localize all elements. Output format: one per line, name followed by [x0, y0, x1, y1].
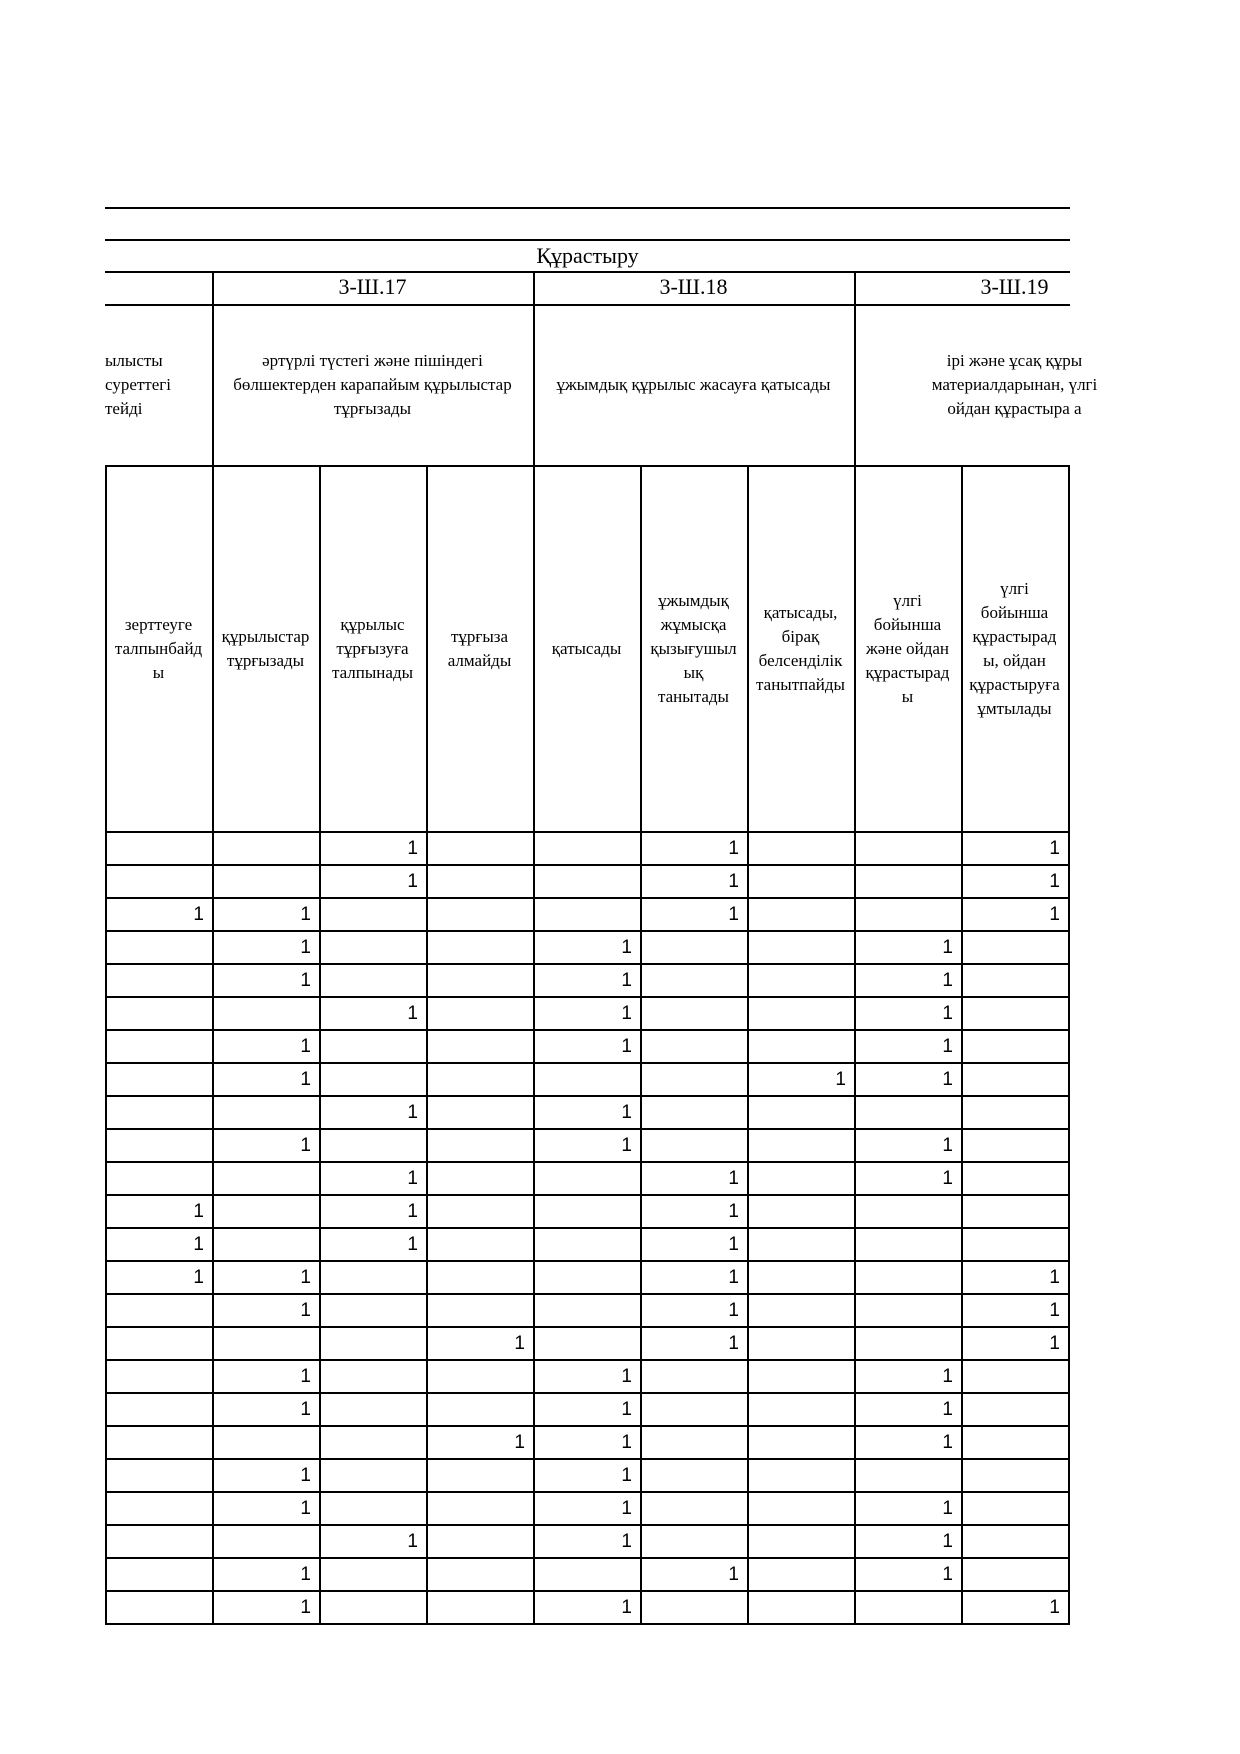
table-cell — [105, 1030, 204, 1063]
table-cell: 1 — [621, 1531, 632, 1552]
table-cell: 1 — [300, 1564, 311, 1585]
table-cell — [961, 1162, 1060, 1195]
table-cell — [319, 964, 418, 997]
rule-row — [105, 1425, 1070, 1427]
table-cell — [105, 865, 204, 898]
table-cell — [640, 1393, 739, 1426]
table-cell — [961, 1393, 1060, 1426]
table-cell — [747, 865, 846, 898]
table-cell — [426, 1096, 525, 1129]
table-cell — [319, 1030, 418, 1063]
table-cell — [640, 1063, 739, 1096]
table-cell — [105, 1096, 204, 1129]
table-cell — [319, 1294, 418, 1327]
column-separator — [854, 465, 856, 1624]
group-separator — [854, 271, 856, 466]
table-cell — [105, 1294, 204, 1327]
table-cell: 1 — [407, 838, 418, 859]
table-cell — [319, 1261, 418, 1294]
table-cell: 1 — [300, 904, 311, 925]
table-cell — [747, 1558, 846, 1591]
table-cell — [961, 1360, 1060, 1393]
table-cell — [426, 1030, 525, 1063]
column-header: құрылыстар тұрғызады — [221, 627, 310, 670]
column-separator — [961, 465, 963, 1624]
rule-row — [105, 1491, 1070, 1493]
table-cell: 1 — [300, 1300, 311, 1321]
table-cell — [640, 1492, 739, 1525]
table-cell — [640, 1030, 739, 1063]
column-header: ұжымдық жұмысқа қызығушыл ық танытады — [650, 591, 737, 706]
table-cell: 1 — [1049, 1300, 1060, 1321]
table-cell: 1 — [621, 1135, 632, 1156]
table-cell: 1 — [300, 937, 311, 958]
code-3-sh-18: 3-Ш.18 — [659, 274, 728, 299]
table-cell: 1 — [621, 1003, 632, 1024]
table-cell: 1 — [1049, 1267, 1060, 1288]
table-cell: 1 — [835, 1069, 846, 1090]
table-cell — [961, 1558, 1060, 1591]
table-cell: 1 — [300, 970, 311, 991]
table-cell — [854, 1294, 953, 1327]
description-3-sh-18: ұжымдық құрылыс жасауға қатысады — [556, 375, 831, 394]
table-cell — [747, 1195, 846, 1228]
table-cell — [426, 865, 525, 898]
table-cell — [319, 1558, 418, 1591]
table-cell — [319, 931, 418, 964]
description-left-truncated: ылысты суреттегі тейді — [105, 351, 171, 418]
table-cell — [854, 865, 953, 898]
table-cell — [747, 898, 846, 931]
table-cell — [105, 931, 204, 964]
table-cell: 1 — [514, 1432, 525, 1453]
table-cell: 1 — [942, 1564, 953, 1585]
table-cell — [426, 1525, 525, 1558]
table-cell — [212, 1162, 311, 1195]
column-separator — [319, 465, 321, 1624]
table-cell: 1 — [728, 1333, 739, 1354]
rule-codes-bottom — [105, 304, 1070, 306]
table-cell — [854, 1591, 953, 1624]
table-cell: 1 — [300, 1366, 311, 1387]
table-cell: 1 — [300, 1267, 311, 1288]
table-cell: 1 — [942, 1366, 953, 1387]
table-cell — [426, 1360, 525, 1393]
table-cell — [319, 1492, 418, 1525]
table-cell: 1 — [407, 1201, 418, 1222]
rule-row — [105, 963, 1070, 965]
table-cell — [854, 1261, 953, 1294]
table-cell — [747, 964, 846, 997]
rule-row — [105, 1260, 1070, 1262]
table-cell — [319, 1591, 418, 1624]
table-cell — [854, 832, 953, 865]
table-cell — [747, 832, 846, 865]
table-cell — [105, 832, 204, 865]
description-3-sh-19: ірі және ұсақ құры материалдарынан, үлгі ойдан құрастыра а — [931, 351, 1098, 418]
table-cell — [426, 1162, 525, 1195]
table-cell — [426, 1591, 525, 1624]
rule-row — [105, 864, 1070, 866]
table-cell: 1 — [300, 1399, 311, 1420]
table-cell: 1 — [728, 1201, 739, 1222]
table-cell — [319, 1327, 418, 1360]
table-cell — [640, 1129, 739, 1162]
table-cell: 1 — [621, 1036, 632, 1057]
table-cell — [212, 1228, 311, 1261]
table-cell — [105, 1063, 204, 1096]
table-cell: 1 — [621, 1465, 632, 1486]
table-cell — [961, 1492, 1060, 1525]
table-cell: 1 — [728, 871, 739, 892]
group-separator — [212, 271, 214, 466]
table-cell — [426, 1294, 525, 1327]
table-cell — [533, 1162, 632, 1195]
table-cell — [533, 1294, 632, 1327]
table-cell — [747, 1162, 846, 1195]
table-cell — [212, 1327, 311, 1360]
column-header: үлгі бойынша және ойдан құрастырад ы — [865, 591, 950, 706]
column-header: қатысады, бірақ белсенділік танытпайды — [756, 603, 845, 694]
table-cell — [105, 1162, 204, 1195]
table-cell — [961, 1129, 1060, 1162]
rule-row — [105, 1095, 1070, 1097]
table-cell — [426, 1129, 525, 1162]
table-cell — [105, 1525, 204, 1558]
table-cell — [854, 1228, 953, 1261]
table-cell — [426, 964, 525, 997]
rule-row — [105, 1359, 1070, 1361]
table-cell — [747, 1459, 846, 1492]
table-cell: 1 — [728, 1234, 739, 1255]
rule-row — [105, 1128, 1070, 1130]
table-cell: 1 — [300, 1597, 311, 1618]
table-cell: 1 — [193, 1234, 204, 1255]
table-cell — [747, 1030, 846, 1063]
table-cell — [747, 1129, 846, 1162]
table-cell — [640, 1426, 739, 1459]
table-cell — [105, 1558, 204, 1591]
table-cell — [961, 1459, 1060, 1492]
rule-row — [105, 1029, 1070, 1031]
rule-row — [105, 1062, 1070, 1064]
table-cell — [533, 1195, 632, 1228]
rule-row — [105, 1590, 1070, 1592]
table-cell — [640, 997, 739, 1030]
table-cell: 1 — [942, 1399, 953, 1420]
column-separator — [747, 465, 749, 1624]
table-cell — [533, 865, 632, 898]
table-cell: 1 — [300, 1465, 311, 1486]
table-cell — [212, 1525, 311, 1558]
rule-row — [105, 1293, 1070, 1295]
table-cell: 1 — [621, 937, 632, 958]
table-cell: 1 — [193, 1201, 204, 1222]
table-cell — [640, 1459, 739, 1492]
table-cell — [426, 898, 525, 931]
rule-row — [105, 1557, 1070, 1559]
table-cell — [961, 1030, 1060, 1063]
table-cell — [105, 1327, 204, 1360]
table-cell — [212, 997, 311, 1030]
table-cell — [747, 1360, 846, 1393]
rule-row — [105, 1392, 1070, 1394]
table-cell — [426, 1063, 525, 1096]
table-cell — [747, 1327, 846, 1360]
table-cell — [854, 898, 953, 931]
table-cell — [747, 1393, 846, 1426]
table-cell: 1 — [942, 1135, 953, 1156]
rule-row — [105, 1623, 1070, 1625]
column-header: үлгі бойынша құрастырад ы, ойдан құрастыруға ұмтылады — [969, 579, 1060, 718]
table-cell — [105, 1360, 204, 1393]
table-cell — [854, 1096, 953, 1129]
table-cell: 1 — [942, 1531, 953, 1552]
rule-row — [105, 930, 1070, 932]
column-header: зерттеуге талпынбайд ы — [114, 615, 203, 682]
column-separator — [640, 465, 642, 1624]
column-header: тұрғыза алмайды — [447, 627, 512, 670]
table-cell: 1 — [407, 1531, 418, 1552]
table-cell — [747, 1261, 846, 1294]
table-cell — [961, 997, 1060, 1030]
table-cell — [961, 964, 1060, 997]
table-cell: 1 — [728, 1168, 739, 1189]
table-cell: 1 — [728, 1564, 739, 1585]
rule-row — [105, 996, 1070, 998]
table-cell — [319, 1063, 418, 1096]
column-separator — [1068, 465, 1070, 1624]
table-cell — [426, 832, 525, 865]
rule-row — [105, 1524, 1070, 1526]
table-cell — [426, 1228, 525, 1261]
table-cell: 1 — [514, 1333, 525, 1354]
table-cell: 1 — [300, 1135, 311, 1156]
table-cell — [747, 1426, 846, 1459]
table-cell — [747, 1591, 846, 1624]
rule-row — [105, 1458, 1070, 1460]
table-cell — [426, 931, 525, 964]
table-cell: 1 — [942, 937, 953, 958]
table-cell — [212, 1426, 311, 1459]
rule-row — [105, 1326, 1070, 1328]
table-cell: 1 — [942, 970, 953, 991]
table-cell — [961, 1063, 1060, 1096]
rule-row — [105, 897, 1070, 899]
table-cell — [533, 1261, 632, 1294]
table-cell: 1 — [942, 1498, 953, 1519]
rule-row — [105, 1194, 1070, 1196]
table-cell — [319, 1360, 418, 1393]
table-cell: 1 — [942, 1432, 953, 1453]
table-cell: 1 — [407, 1234, 418, 1255]
table-cell: 1 — [407, 1102, 418, 1123]
table-cell — [640, 1360, 739, 1393]
table-cell — [426, 997, 525, 1030]
table-cell — [747, 1294, 846, 1327]
table-viewport — [105, 0, 1098, 1754]
table-cell: 1 — [621, 1102, 632, 1123]
table-cell: 1 — [728, 838, 739, 859]
table-cell: 1 — [1049, 871, 1060, 892]
code-3-sh-19: 3-Ш.19 — [980, 274, 1049, 299]
table-cell — [533, 832, 632, 865]
table-cell — [961, 1195, 1060, 1228]
table-cell — [319, 1426, 418, 1459]
section-title: Құрастыру — [536, 243, 639, 268]
table-cell — [105, 964, 204, 997]
table-cell: 1 — [621, 1399, 632, 1420]
table-cell — [105, 1393, 204, 1426]
table-cell — [533, 1327, 632, 1360]
table-cell — [105, 1492, 204, 1525]
table-cell — [854, 1327, 953, 1360]
table-cell — [640, 931, 739, 964]
table-cell: 1 — [193, 1267, 204, 1288]
table-cell — [105, 1426, 204, 1459]
table-cell — [747, 1228, 846, 1261]
table-cell — [961, 1426, 1060, 1459]
table-cell — [640, 1096, 739, 1129]
table-cell: 1 — [407, 1003, 418, 1024]
rule-section-bottom — [105, 271, 1070, 273]
table-cell — [426, 1492, 525, 1525]
table-cell — [961, 1096, 1060, 1129]
table-cell: 1 — [1049, 1597, 1060, 1618]
rule-top — [105, 207, 1070, 209]
table-cell: 1 — [1049, 1333, 1060, 1354]
rule-row — [105, 1161, 1070, 1163]
table-cell: 1 — [621, 1597, 632, 1618]
table-cell: 1 — [1049, 838, 1060, 859]
rule-colheads-top — [105, 465, 1070, 467]
column-header: қатысады — [551, 639, 622, 658]
table-cell: 1 — [193, 904, 204, 925]
table-cell: 1 — [1049, 904, 1060, 925]
table-cell — [212, 865, 311, 898]
table-cell — [319, 1459, 418, 1492]
table-cell — [533, 1558, 632, 1591]
table-cell: 1 — [942, 1069, 953, 1090]
table-cell — [426, 1558, 525, 1591]
table-cell: 1 — [942, 1168, 953, 1189]
table-cell: 1 — [728, 1267, 739, 1288]
table-cell — [212, 1195, 311, 1228]
table-cell — [319, 1129, 418, 1162]
table-cell — [426, 1459, 525, 1492]
table-cell — [854, 1459, 953, 1492]
table-cell — [961, 931, 1060, 964]
table-cell — [640, 1591, 739, 1624]
table-cell: 1 — [728, 904, 739, 925]
table-cell — [533, 1228, 632, 1261]
table-cell: 1 — [621, 1432, 632, 1453]
table-cell — [105, 1459, 204, 1492]
code-3-sh-17: 3-Ш.17 — [338, 274, 407, 299]
table-cell: 1 — [300, 1036, 311, 1057]
table-left-edge — [105, 465, 107, 1624]
table-cell — [533, 898, 632, 931]
table-cell: 1 — [942, 1036, 953, 1057]
column-separator — [212, 465, 214, 1624]
table-cell — [640, 1525, 739, 1558]
group-separator — [533, 271, 535, 466]
table-cell — [105, 997, 204, 1030]
column-separator — [426, 465, 428, 1624]
table-cell: 1 — [621, 1498, 632, 1519]
table-cell — [319, 1393, 418, 1426]
description-3-sh-17: әртүрлі түстегі және пішіндегі бөлшектерден карапайым құрылыстар тұрғызады — [233, 351, 512, 418]
rule-row — [105, 1227, 1070, 1229]
table-cell — [747, 1525, 846, 1558]
table-cell — [747, 997, 846, 1030]
table-cell — [961, 1228, 1060, 1261]
table-cell — [854, 1195, 953, 1228]
table-cell — [640, 964, 739, 997]
table-cell — [105, 1129, 204, 1162]
table-cell — [747, 931, 846, 964]
table-cell: 1 — [407, 871, 418, 892]
table-cell — [212, 1096, 311, 1129]
rule-section-top — [105, 239, 1070, 241]
column-separator — [533, 465, 535, 1624]
table-cell: 1 — [728, 1300, 739, 1321]
table-cell — [747, 1096, 846, 1129]
table-cell — [426, 1261, 525, 1294]
table-cell: 1 — [300, 1069, 311, 1090]
table-cell: 1 — [300, 1498, 311, 1519]
table-cell — [105, 1591, 204, 1624]
table-cell — [319, 898, 418, 931]
table-cell — [747, 1492, 846, 1525]
table-cell — [426, 1393, 525, 1426]
table-cell: 1 — [621, 970, 632, 991]
table-cell — [961, 1525, 1060, 1558]
column-header: құрылыс тұрғызуға талпынады — [331, 615, 414, 682]
rule-row — [105, 831, 1070, 833]
table-cell: 1 — [407, 1168, 418, 1189]
table-cell: 1 — [942, 1003, 953, 1024]
table-cell — [426, 1195, 525, 1228]
table-cell — [212, 832, 311, 865]
table-cell — [533, 1063, 632, 1096]
table-cell: 1 — [621, 1366, 632, 1387]
